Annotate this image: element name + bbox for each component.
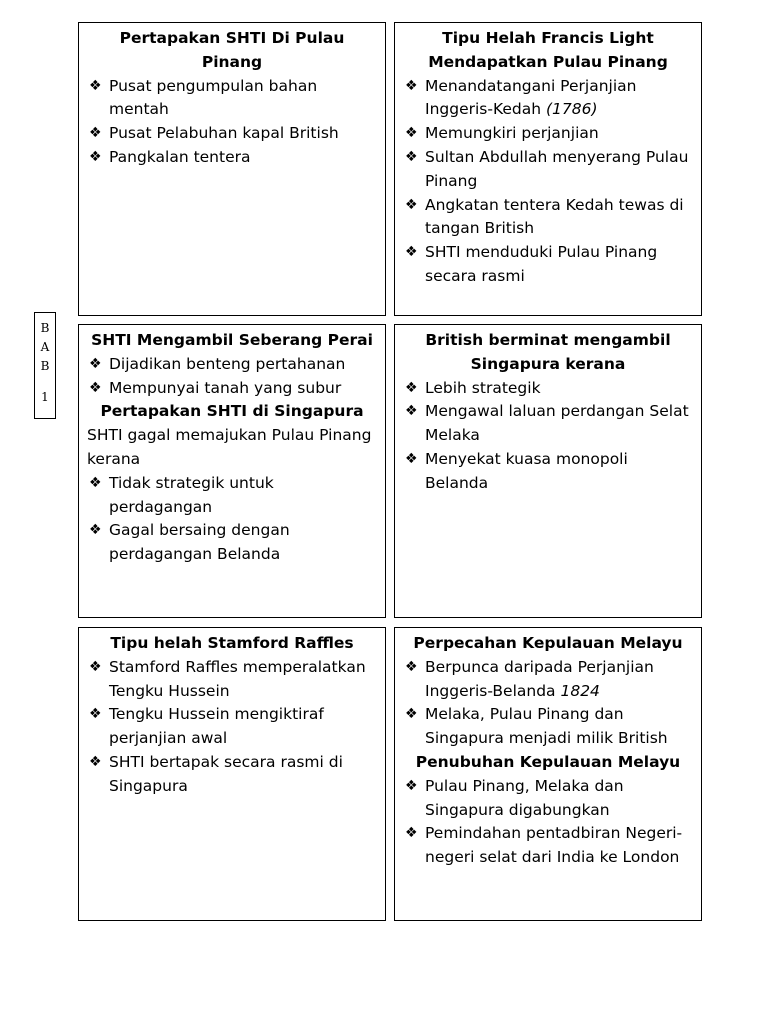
bullet-icon: ❖ — [405, 450, 418, 467]
bullet-list — [403, 377, 693, 496]
bullet-icon: ❖ — [89, 355, 102, 372]
list-item: ❖ Mempunyai tanah yang subur — [87, 377, 377, 401]
bullet-icon: ❖ — [89, 474, 102, 491]
list-item: ❖ Tidak strategik untuk perdagangan — [89, 473, 274, 516]
bullet-icon: ❖ — [405, 658, 418, 675]
chapter-number: 1 — [41, 390, 49, 404]
chapter-letter: B — [40, 321, 50, 335]
bullet-icon: ❖ — [89, 706, 102, 723]
list-item: ❖ Angkatan tentera Kedah tewas di tangan British — [405, 195, 684, 238]
note-box-seberang-perai — [78, 324, 386, 618]
list-item: ❖ SHTI menduduki Pulau Pinang secara rasmi — [405, 243, 658, 285]
bullet-list — [403, 775, 693, 870]
bullet-icon: ❖ — [89, 148, 102, 165]
chapter-letter: B — [40, 359, 50, 373]
list-item: ❖ Memungkiri perjanjian — [403, 122, 693, 146]
box-title: Pertapakan SHTI Di Pulau Pinang — [119, 29, 345, 71]
bullet-list — [403, 75, 693, 289]
list-item: ❖ Pusat pengumpulan bahan mentah — [89, 76, 318, 119]
note-box-singapore-interest — [394, 324, 702, 618]
list-item: ❖ Gagal bersaing dengan perdagangan Belanda — [89, 521, 290, 564]
list-item: ❖ Pulau Pinang, Melaka dan Singapura digabungkan — [405, 776, 624, 819]
list-item: ❖ Dijadikan benteng pertahanan — [87, 353, 377, 377]
box-title: Tipu helah Stamford Raffles — [110, 634, 354, 652]
note-box-penang-settlement — [78, 22, 386, 316]
bullet-icon: ❖ — [405, 777, 418, 794]
list-item: ❖ Berpunca daripada Perjanjian Inggeris-Belanda 1824 — [405, 657, 654, 700]
list-item: ❖ Menandatangani Perjanjian Inggeris-Kedah (1786) — [405, 76, 637, 119]
list-item: ❖ Lebih strategik — [403, 377, 693, 401]
box-title: Perpecahan Kepulauan Melayu — [413, 634, 683, 652]
bullet-list — [87, 656, 377, 799]
list-item: ❖ Tengku Hussein mengiktiraf perjanjian awal — [89, 705, 324, 748]
note-box-francis-light — [394, 22, 702, 316]
bullet-icon: ❖ — [405, 403, 418, 420]
list-item: ❖ SHTI bertapak secara rasmi di Singapura — [89, 752, 343, 795]
list-item: ❖ Pangkalan tentera — [87, 146, 377, 170]
list-item: ❖ Menyekat kuasa monopoli Belanda — [405, 449, 628, 492]
list-item: ❖ Melaka, Pulau Pinang dan Singapura menjadi milik British — [405, 705, 668, 748]
bullet-icon: ❖ — [405, 379, 418, 396]
box-title: SHTI Mengambil Seberang Perai — [91, 331, 373, 349]
bullet-icon: ❖ — [89, 753, 102, 770]
box-title: British berminat mengambil Singapura kerana — [425, 331, 671, 373]
bullet-icon: ❖ — [405, 706, 418, 723]
bullet-icon: ❖ — [89, 125, 102, 142]
bullet-icon: ❖ — [89, 77, 102, 94]
box-title: Tipu Helah Francis Light Mendapatkan Pulau Pinang — [428, 29, 668, 71]
box-subtitle: Penubuhan Kepulauan Melayu — [415, 752, 681, 771]
note-box-stamford-raffles — [78, 627, 386, 921]
list-item: ❖ Stamford Raffles memperalatkan Tengku Hussein — [89, 657, 366, 700]
box-paragraph: SHTI gagal memajukan Pulau Pinang kerana — [87, 426, 372, 468]
bullet-icon: ❖ — [89, 658, 102, 675]
bullet-list — [87, 472, 377, 567]
bullet-list — [403, 656, 693, 751]
list-item: ❖ Mengawal laluan perdangan Selat Melaka — [405, 402, 689, 445]
box-subtitle: Pertapakan SHTI di Singapura — [100, 402, 364, 421]
list-item: ❖ Sultan Abdullah menyerang Pulau Pinang — [405, 147, 689, 190]
chapter-label — [34, 312, 56, 419]
bullet-icon: ❖ — [405, 125, 418, 142]
bullet-icon: ❖ — [405, 196, 418, 213]
list-item: ❖ Pemindahan pentadbiran Negeri-negeri selat dari India ke London — [405, 824, 683, 867]
bullet-list — [87, 75, 377, 170]
list-item: ❖ Pusat Pelabuhan kapal British — [87, 122, 377, 146]
bullet-list — [87, 353, 377, 401]
bullet-icon: ❖ — [405, 825, 418, 842]
bullet-icon: ❖ — [89, 522, 102, 539]
chapter-letter: A — [40, 340, 50, 354]
bullet-icon: ❖ — [89, 379, 102, 396]
bullet-icon: ❖ — [405, 148, 418, 165]
bullet-icon: ❖ — [405, 77, 418, 94]
note-box-malay-archipelago — [394, 627, 702, 921]
bullet-icon: ❖ — [405, 244, 418, 261]
